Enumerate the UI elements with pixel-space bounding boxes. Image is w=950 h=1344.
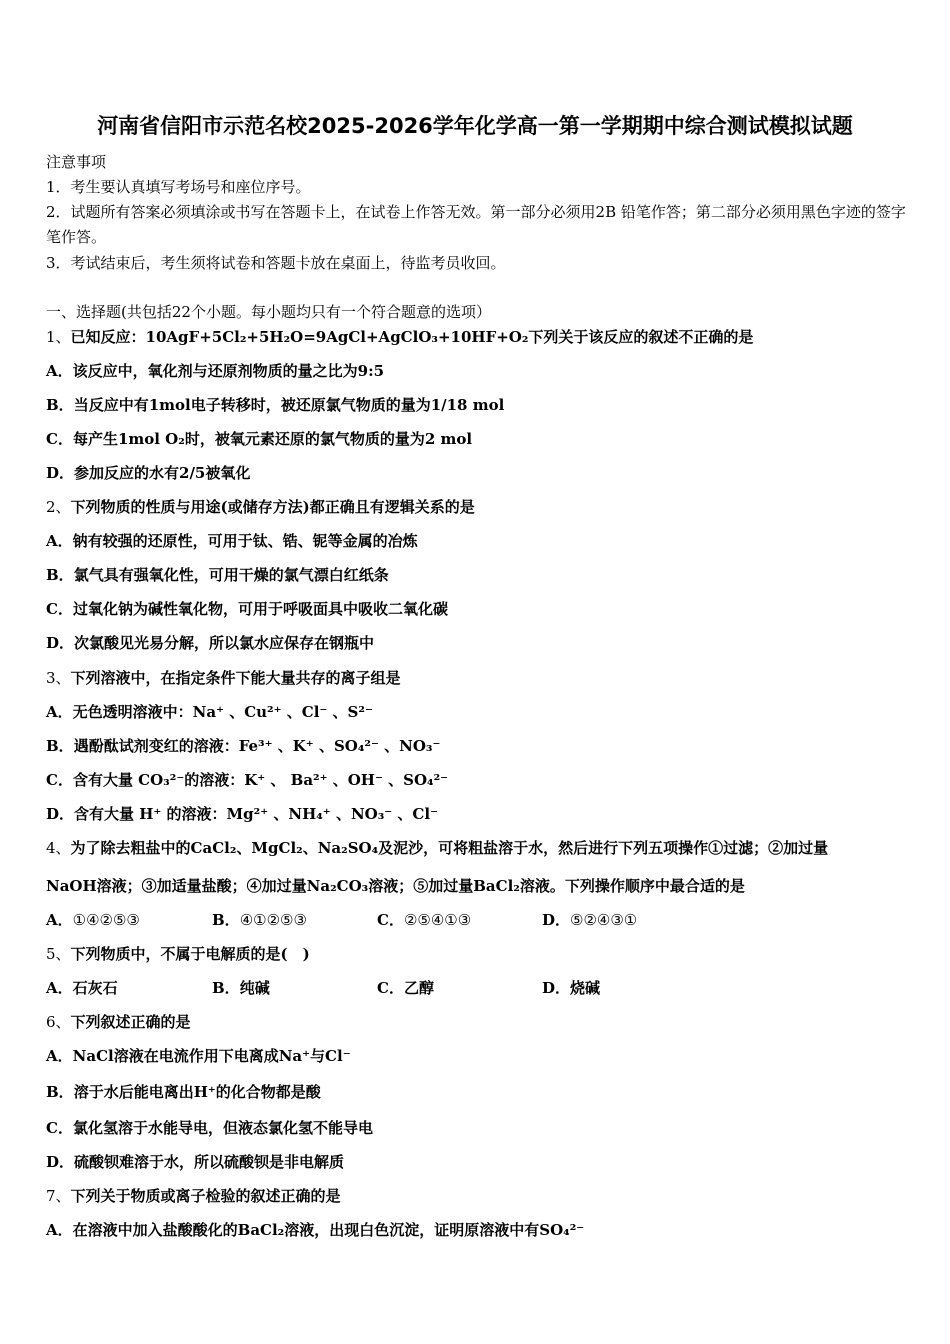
option-b (46, 565, 389, 585)
option-c (377, 978, 434, 998)
question-number: 2、 (46, 498, 71, 516)
option-d (542, 910, 637, 930)
option-text: 溶于水后能电离出H⁺的化合物都是酸 (73, 1083, 321, 1101)
option-label: C． (46, 771, 73, 789)
option-text: 无色透明溶液中：Na⁺ 、Cu²⁺ 、Cl⁻ 、S²⁻ (72, 703, 373, 721)
option-text: 钠有较强的还原性，可用于钛、锆、铌等金属的冶炼 (72, 532, 418, 550)
option-text: 石灰石 (72, 979, 118, 997)
option-a (46, 910, 140, 930)
option-label: B． (46, 566, 74, 584)
option-text: 该反应中，氧化剂与还原剂物质的量之比为9:5 (72, 362, 385, 380)
question-number: 6、 (46, 1013, 71, 1031)
option-a (46, 1220, 584, 1240)
option-b (46, 736, 440, 756)
option-a (46, 978, 118, 998)
option-d (46, 633, 374, 653)
option-label: A． (46, 1047, 73, 1065)
question-5 (46, 944, 310, 964)
option-text: 烧碱 (570, 979, 601, 997)
option-c (46, 770, 448, 790)
option-text: 纯碱 (239, 979, 270, 997)
option-label: A． (46, 979, 73, 997)
option-text: 硫酸钡难溶于水，所以硫酸钡是非电解质 (74, 1153, 345, 1171)
section-heading: 一、选择题(共包括22个小题。每小题均只有一个符合题意的选项） (46, 303, 491, 321)
question-stem: 为了除去粗盐中的CaCl₂、MgCl₂、Na₂SO₄及泥沙，可将粗盐溶于水，然后进行下列五项操作①过滤；②加过量 (70, 839, 829, 857)
option-label: A． (46, 911, 73, 929)
option-text: NaCl溶液在电流作用下电离成Na⁺与Cl⁻ (72, 1047, 351, 1065)
option-label: D． (542, 979, 571, 997)
question-number: 1、 (46, 328, 71, 346)
option-a (46, 702, 373, 722)
exam-title: 河南省信阳市示范名校2025-2026学年化学高一第一学期期中综合测试模拟试题 (97, 114, 853, 138)
option-b (46, 395, 504, 415)
question-1 (46, 327, 753, 347)
option-a (46, 531, 418, 551)
option-text: 遇酚酞试剂变红的溶液：Fe³⁺ 、K⁺ 、SO₄²⁻ 、NO₃⁻ (73, 737, 441, 755)
option-text: 过氧化钠为碱性氧化物，可用于呼吸面具中吸收二氧化碳 (72, 600, 448, 618)
option-text: ①④②⑤③ (72, 911, 140, 929)
question-number: 5、 (46, 945, 71, 963)
option-c (46, 599, 448, 619)
option-text: 含有大量 CO₃²⁻的溶液：K⁺ 、 Ba²⁺ 、OH⁻ 、SO₄²⁻ (72, 771, 449, 789)
option-text: 每产生1mol O₂时，被氧元素还原的氯气物质的量为2 mol (72, 430, 473, 448)
question-4-stem-continued: NaOH溶液；③加适量盐酸；④加过量Na₂CO₃溶液；⑤加过量BaCl₂溶液。下列操作顺序中最合适的是 (46, 877, 745, 895)
question-stem: 下列溶液中，在指定条件下能大量共存的离子组是 (70, 669, 401, 687)
question-6 (46, 1012, 191, 1032)
option-label: D． (46, 805, 75, 823)
question-number: 3、 (46, 669, 71, 687)
option-text: ②⑤④①③ (403, 911, 472, 929)
notice-heading: 注意事项 (46, 153, 107, 171)
question-7 (46, 1186, 341, 1206)
notice-item: 1．考生要认真填写考场号和座位序号。 (46, 178, 311, 196)
question-stem: 已知反应：10AgF+5Cl₂+5H₂O=9AgCl+AgClO₃+10HF+O₂下列关于该反应的叙述不正确的是 (70, 328, 754, 346)
option-text: 参加反应的水有2/5被氧化 (74, 464, 251, 482)
option-label: A． (46, 1221, 73, 1239)
question-stem: 下列关于物质或离子检验的叙述正确的是 (70, 1187, 341, 1205)
option-a (46, 361, 384, 381)
option-text: 次氯酸见光易分解，所以氯水应保存在钢瓶中 (74, 634, 375, 652)
option-b (212, 910, 307, 930)
option-label: C． (377, 979, 404, 997)
option-d (46, 1152, 344, 1172)
option-d (542, 978, 600, 998)
option-label: A． (46, 362, 73, 380)
question-number: 7、 (46, 1187, 71, 1205)
question-4 (46, 838, 828, 858)
option-text: ④①②⑤③ (239, 911, 307, 929)
option-text: 在溶液中加入盐酸酸化的BaCl₂溶液，出现白色沉淀，证明原溶液中有SO₄²⁻ (72, 1221, 585, 1239)
option-c (46, 1118, 373, 1138)
option-label: D． (46, 1153, 75, 1171)
option-label: B． (212, 979, 240, 997)
option-a (46, 1046, 351, 1066)
option-label: B． (46, 396, 74, 414)
question-number: 4、 (46, 839, 71, 857)
notice-item: 3．考试结束后，考生须将试卷和答题卡放在桌面上，待监考员收回。 (46, 254, 506, 272)
option-label: C． (46, 430, 73, 448)
option-d (46, 463, 250, 483)
option-label: C． (46, 1119, 73, 1137)
question-3 (46, 668, 401, 688)
option-text: 氯化氢溶于水能导电，但液态氯化氢不能导电 (72, 1119, 373, 1137)
question-stem: 下列物质的性质与用途(或储存方法)都正确且有逻辑关系的是 (70, 498, 475, 516)
option-label: B． (46, 737, 74, 755)
option-label: D． (46, 634, 75, 652)
option-label: C． (46, 600, 73, 618)
option-b (46, 1082, 321, 1102)
option-text: 当反应中有1mol电子转移时，被还原氯气物质的量为1/18 mol (73, 396, 505, 414)
option-text: ⑤②④③① (570, 911, 638, 929)
option-label: D． (46, 464, 75, 482)
option-label: D． (542, 911, 571, 929)
option-c (377, 910, 471, 930)
option-c (46, 429, 472, 449)
question-2 (46, 497, 475, 517)
option-b (212, 978, 270, 998)
option-label: A． (46, 532, 73, 550)
option-text: 含有大量 H⁺ 的溶液：Mg²⁺ 、NH₄⁺ 、NO₃⁻ 、Cl⁻ (74, 805, 438, 823)
question-stem: 下列物质中，不属于电解质的是( ) (70, 945, 310, 963)
option-text: 氯气具有强氧化性，可用干燥的氯气漂白红纸条 (73, 566, 389, 584)
option-text: 乙醇 (403, 979, 434, 997)
question-stem: 下列叙述正确的是 (70, 1013, 191, 1031)
option-label: A． (46, 703, 73, 721)
option-label: C． (377, 911, 404, 929)
option-label: B． (212, 911, 240, 929)
option-label: B． (46, 1083, 74, 1101)
notice-item: 2．试题所有答案必须填涂或书写在答题卡上，在试卷上作答无效。第一部分必须用2B 铅笔作答；第二部分必须用黑色字迹的签字笔作答。 (46, 203, 906, 246)
option-d (46, 804, 438, 824)
